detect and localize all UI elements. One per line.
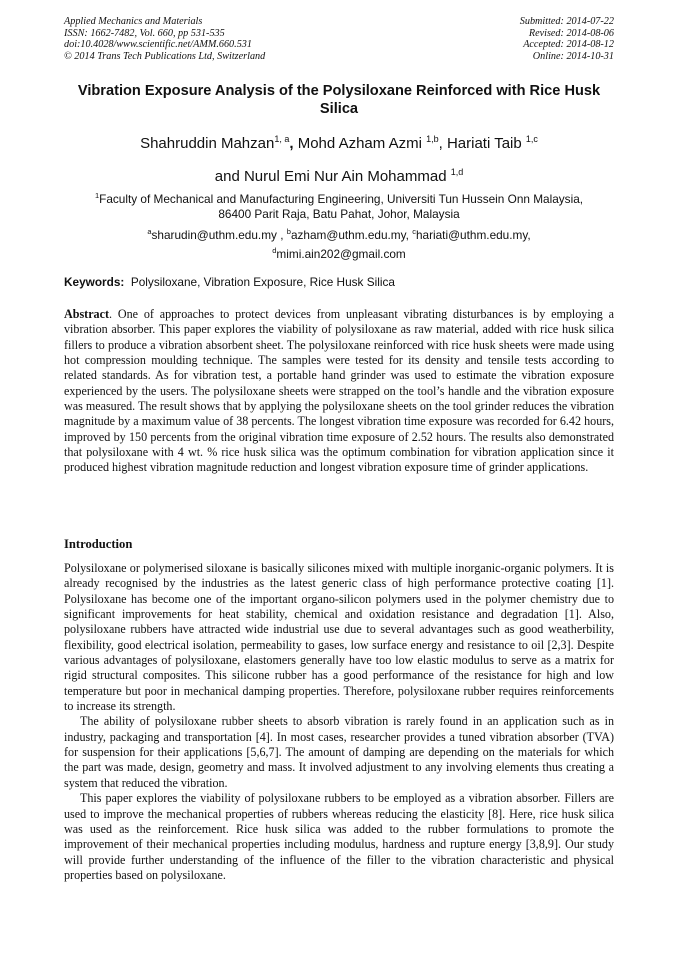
keywords-label: Keywords: [64,275,125,289]
revised-date: Revised: 2014-08-06 [528,27,614,39]
email-sup: b [286,227,291,236]
author-line-1 [64,130,614,153]
author-name: Hariati Taib [446,135,526,152]
email-link[interactable]: azham@uthm.edu.my, [290,228,413,242]
author-affil-sup: 1, a [274,134,290,144]
abstract-text: . One of approaches to protect devices from unpleasant vibrating disturbances is by employing a vibration absorber. This paper explores the viability of polysiloxane as raw material, added with rice husk silica fillers to produce a vibration absorbent sheet. The polysiloxane reinforced with rice husk sheets were made using hot compression moulding technique. The samples were tested for its density and tensile tests according to related standards. As for vibration test, a portable hand grinder was used to estimate the vibration exposure experienced by the users. The polysiloxane sheets were strapped on the tool’s handle and the vibration exposure was measured. The result shows that by applying the polysiloxane sheets on the tool grinder reduces the vibration magnitude by a maximum value of 38 percents. The longest vibration time exposure was recorded for 6.42 hours, improved by 150 percents from the original vibration time exposure of 2.52 hours. The results also demonstrated that polysiloxane with 4 wt. % rice husk silica was the optimum combination for vibration application since it produced highest vibration magnitude reduction and longest vibration exposure time of grinder applications. [64,307,614,475]
paragraph: Polysiloxane or polymerised siloxane is basically silicones mixed with multiple inorganic-organic polymers. It is already recognised by the industries as the latest generic class of high performance protective coating [1]. Polysiloxane has become one of the important organo-silicon polymers used in the polymer chemistry due to significant improvements for heat stability, chemical and oxidation resistance and degradation [1]. Also, polysiloxane rubbers have attracted wide industrial use due to several advantages such as good weatherbility, flexibility, good electrical isolation, permeability to gases, low surface energy and resistance to oil [2,3]. Despite various advantages of polysiloxane, elastomers generally have too low elastic modulus to serve as a matrix for rigid structural composites. This silicone rubber has a good performance of the resistance for high and low temperature but poor in mechanical damping properties. Therefore, polysiloxane rubber requires reinforcements to increase its strength. [64,561,614,714]
affiliation-sup: 1 [94,191,100,200]
introduction-body [64,561,614,883]
author-emails [64,224,614,262]
email-sup: a [147,227,152,236]
submitted-date: Submitted: 2014-07-22 [519,16,614,27]
accepted-date: Accepted: 2014-08-12 [523,39,614,51]
author-affil-sup: 1,d [450,167,464,177]
affiliation-line-1 [64,188,614,207]
online-date: Online: 2014-10-31 [532,50,614,62]
author-name: Mohd Azham Azmi [297,135,427,152]
abstract-label: Abstract [64,307,110,321]
author-conjunction: and [214,168,244,185]
keywords [64,275,614,290]
paper-title: Vibration Exposure Analysis of the Polysiloxane Reinforced with Rice Husk Silica [77,83,601,117]
paragraph: This paper explores the viability of polysiloxane rubbers to be employed as a vibration absorber. Fillers are used to improve the mechanical properties of rubbers whereas reducing the elasticity [8]. Here, rice husk silica was used as the reinforcement. Rice husk silica was added to the rubber formulations to promote the improvement of their mechanical properties including modulus, hardness and rupture energy [3,8,9]. Our study will provide further understanding of the influence of the filler to the vibration characteristic and physical properties based on polysiloxane. [64,791,614,882]
affiliation [64,188,614,222]
author-affil-sup: 1,c [525,134,538,144]
copyright-line: © 2014 Trans Tech Publications Ltd, Switzerland [64,50,266,62]
journal-header-right [520,16,614,62]
section-heading-introduction: Introduction [64,537,133,551]
author-line-2 [64,163,614,186]
affiliation-text: Faculty of Mechanical and Manufacturing Engineering, Universiti Tun Hussein Onn Malaysia, [99,192,584,206]
affiliation-line-2: 86400 Parit Raja, Batu Pahat, Johor, Malaysia [218,207,460,221]
author-separator: , [289,135,298,152]
email-sup: d [272,246,277,255]
doi-line: doi:10.4028/www.scientific.net/AMM.660.531 [64,39,252,51]
email-sup: c [412,227,416,236]
journal-name: Applied Mechanics and Materials [64,16,203,27]
journal-header-left [64,16,265,62]
author-affil-sup: 1,b [426,134,439,144]
author-name: Shahruddin Mahzan [140,135,275,152]
paragraph: The ability of polysiloxane rubber sheets to absorb vibration is rarely found in an application such as in industry, packaging and transportation [4]. In most cases, researcher provides a tuned vibration absorber (TVA) for suspension for their applications [5,6,7]. The amount of damping are depending on the materials for which the part was made, design, geometry and mass. It involved adjustment to any involving elements thus creating a system that reduced the vibration. [64,714,614,790]
emails-line-2 [64,243,614,262]
author-separator: , [438,135,447,152]
email-link[interactable]: hariati@uthm.edu.my, [415,228,531,242]
emails-line-1 [64,224,614,243]
email-link[interactable]: mimi.ain202@gmail.com [276,247,406,261]
author-name: Nurul Emi Nur Ain Mohammad [243,168,451,185]
keywords-text: Polysiloxane, Vibration Exposure, Rice Husk Silica [130,275,395,289]
email-link[interactable]: sharudin@uthm.edu.my [151,228,277,242]
issn-line: ISSN: 1662-7482, Vol. 660, pp 531-535 [64,27,225,39]
abstract [64,307,614,476]
email-separator: , [276,228,287,242]
